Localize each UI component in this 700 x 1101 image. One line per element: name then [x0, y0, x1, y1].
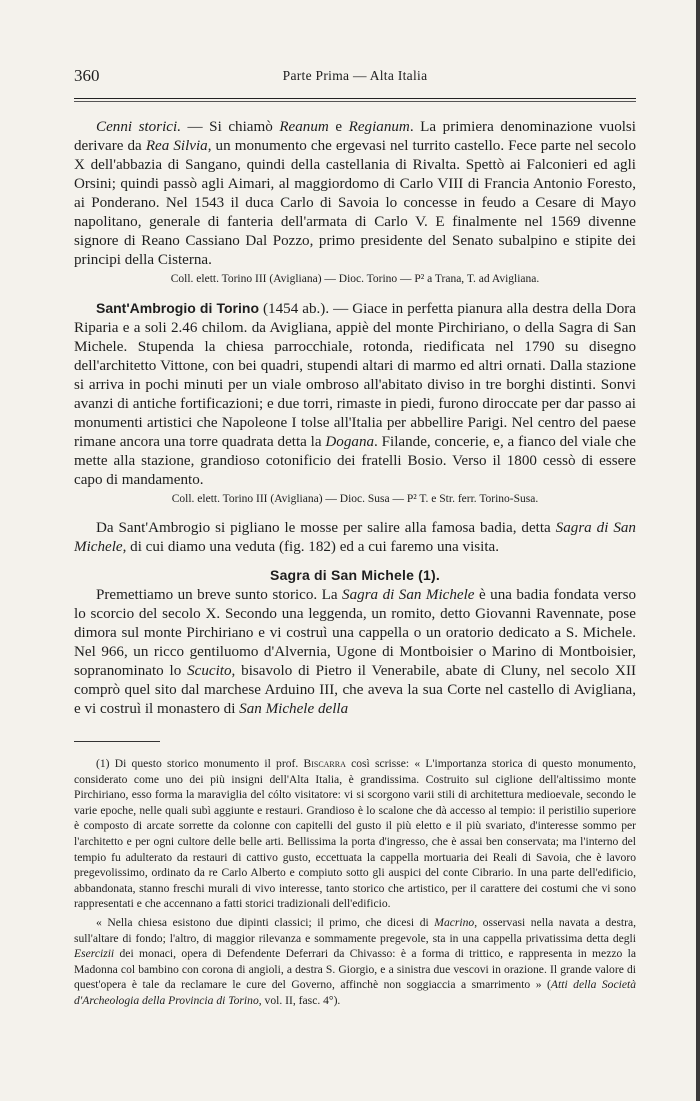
section-heading: Sagra di San Michele (1). — [270, 567, 440, 583]
text: così scrisse: « L'importanza storica di questo monumento, considerato come uno dei più insigni dell'Alta Italia, è grandissima. Costruito sul ciglione dell'altissimo monte Pirchiriano, esso forma la maraviglia del cólto visitatore: vi si scorgono varii stili di architettura medioevale, secondo le varie epoche, nelle quali subì aggiunte e restauri. Grandioso è lo scalone che dà accesso al tempio: il peristilio superiore è composto di arcate sorrette da colonne con capitelli del gusto il più eletto e il più svariato, d'interesse sommo per l'architetto e per ogni cultore delle belle arti. Bellissima la porta d'ingresso, che è assai ben conservata; ma l'interno del tempio fu adulterato da restauri di cattivo gusto, eccettuata la cappella mortuaria dei Reali di Savoia, che è lavoro pregevolissimo, ordinato da re Carlo Alberto e compiuto sotto gli auspici del conte Cibrario. In una parte dell'edificio, abbandonata, stanno freschi murali di vivo interesse, tanto storico che artistico, per il carattere dei costumi che vi sono rappresentati e che accennano a fatti storici tradizionali dell'edificio. — [74, 757, 636, 911]
text: , vol. II, fasc. 4°). — [258, 993, 341, 1007]
text: e — [328, 119, 349, 135]
sant-ambrogio-reference: Coll. elett. Torino III (Avigliana) — Dioc. Susa — P² T. e Str. ferr. Torino-Susa. — [171, 493, 539, 505]
population: (1454 ab.) — [259, 301, 326, 317]
cenni-reference: Coll. elett. Torino III (Avigliana) — Dioc. Torino — P² a Trana, T. ad Avigliana. — [170, 273, 540, 285]
name-rea-silvia: Rea Silvia — [145, 138, 208, 154]
header-rule — [74, 98, 636, 102]
footnote-1 — [74, 756, 636, 912]
name-macrino: Macrino — [434, 915, 475, 929]
text: — Si chiamò — [180, 119, 280, 135]
cenni-label: Cenni storici. — [96, 119, 181, 135]
text: dei monaci, opera di Defendente Deferrari da Chivasso: è a forma di trittico, e rappresenta in mezzo la Madonna col bambino con corona di angioli, a destra S. Giorgio, e a sinistra due vescovi in orazione. Il grande valore di quest'opera è tale da reclamare le cure del Governo, affinchè non soggiaccia a smarrimento » ( — [74, 947, 636, 992]
name-scucito: Scucito — [187, 663, 232, 679]
cenni-storici-paragraph — [74, 118, 636, 270]
text: « Nella chiesa esistono due dipinti classici; il primo, che dicesi di — [96, 915, 435, 929]
san-michele-tail: San Michele della — [239, 701, 349, 717]
text: Da Sant'Ambrogio si pigliano le mosse per salire alla famosa badia, detta — [96, 520, 556, 536]
sagra-title: Sagra di San Michele — [74, 520, 636, 555]
name-dogana: Dogana — [325, 434, 375, 450]
footnote-1-continued — [74, 915, 636, 1009]
text: . Filande, concerie, e, a fianco del viale che mette alla stazione, grandioso cotonificio dei fratelli Bosio. Verso il 1800 cessò di essere capo di mandamento. — [74, 434, 636, 488]
sagra-title: Sagra di San Michele — [342, 587, 475, 603]
sagra-paragraph — [74, 586, 636, 719]
footnote-rule — [74, 741, 160, 742]
text: , osservasi nella navata a destra, sull'altare di fondo; l'altro, di maggior rilevanza e sommamente pregevole, sta in una cappella privatissima detta degli — [74, 915, 637, 945]
scan-edge — [696, 0, 700, 1101]
place-name: Sant'Ambrogio di Torino — [96, 300, 259, 316]
text: , di cui diamo una veduta (fig. 182) ed a cui faremo una visita. — [122, 539, 499, 555]
sant-ambrogio-paragraph — [74, 299, 636, 490]
text: . — Giace in perfetta pianura alla destra della Dora Riparia e a soli 2.46 chilom. da Avigliana, appiè del monte Pirchiriano, o della Sagra di San Michele. Stupenda la chiesa parrocchiale, rotonda, riedificata nel 1790 su disegno dell'architetto Vittone, con bei quadri, stupendi altari di marmo ed altri ornati. Dalla stazione si arriva in pochi minuti per un viale ombroso all'abitato diviso in tre borghi distinti. Sonvi avanzi di antiche fortificazioni; e due torri, rimaste in piedi, furono diroccate per dar passo ai monumenti artistici che Napoleone I tolse all'Italia per abbellire Parigi. Nel centro del paese rimane ancora una torre quadrata detta la — [74, 301, 636, 450]
page-number: 360 — [74, 66, 100, 85]
text: Premettiamo un breve sunto storico. La — [96, 587, 343, 603]
running-title: Parte Prima — Alta Italia — [282, 68, 428, 83]
text: è una badia fondata verso lo scorcio del secolo X. Secondo una leggenda, un romito, detto Giovanni Ravennate, pose dimora sul monte Pirchiriano e vi costruì una cappella o un oratorio dedicato a S. Michele. Nel 966, un ricco gentiluomo d'Alvernia, Ugone di Montboisier o Marino di Montboisier, sopranominato lo — [74, 587, 636, 679]
running-header — [74, 66, 636, 88]
author-name: Biscarra — [303, 757, 346, 770]
name-regianum: Regianum — [348, 119, 410, 135]
intro-paragraph — [74, 519, 636, 557]
page — [74, 66, 636, 1009]
text: , bisavolo di Pietro il Venerabile, abate di Cluny, nel secolo XII comprò quel sito dal marchese Arduino III, che aveva la sua Corte nel castello di Avigliana, e vi costruì il monastero di — [74, 663, 636, 717]
text: . La primiera denominazione vuolsi derivare da — [74, 119, 636, 154]
name-reanum: Reanum — [279, 119, 329, 135]
text: (1) Di questo storico monumento il prof. — [96, 757, 304, 770]
name-esercizii: Esercizii — [74, 947, 115, 961]
text: , un monumento che ergevasi nel turrito castello. Fece parte nel secolo X dell'abbazia di Sangano, quindi della castellania di Rivalta. Spettò ai Falconieri ed agli Orsini; quindi passò agli Aimari, al maggiordomo di Carlo VIII di Francia Antonio Foresto, ai Ponderano. Nel 1543 il duca Carlo di Savoia lo concesse in feudo a Cesare di Mayo napolitano, generale di fanteria dell'armata di Carlo V. E finalmente nel 1569 divenne signore di Reano Cassiano Dal Pozzo, primo presidente del Senato subalpino e stipite dei principi della Cisterna. — [74, 138, 636, 268]
citation-title: Atti della Società d'Archeologia della Provincia di Torino — [74, 978, 636, 1007]
